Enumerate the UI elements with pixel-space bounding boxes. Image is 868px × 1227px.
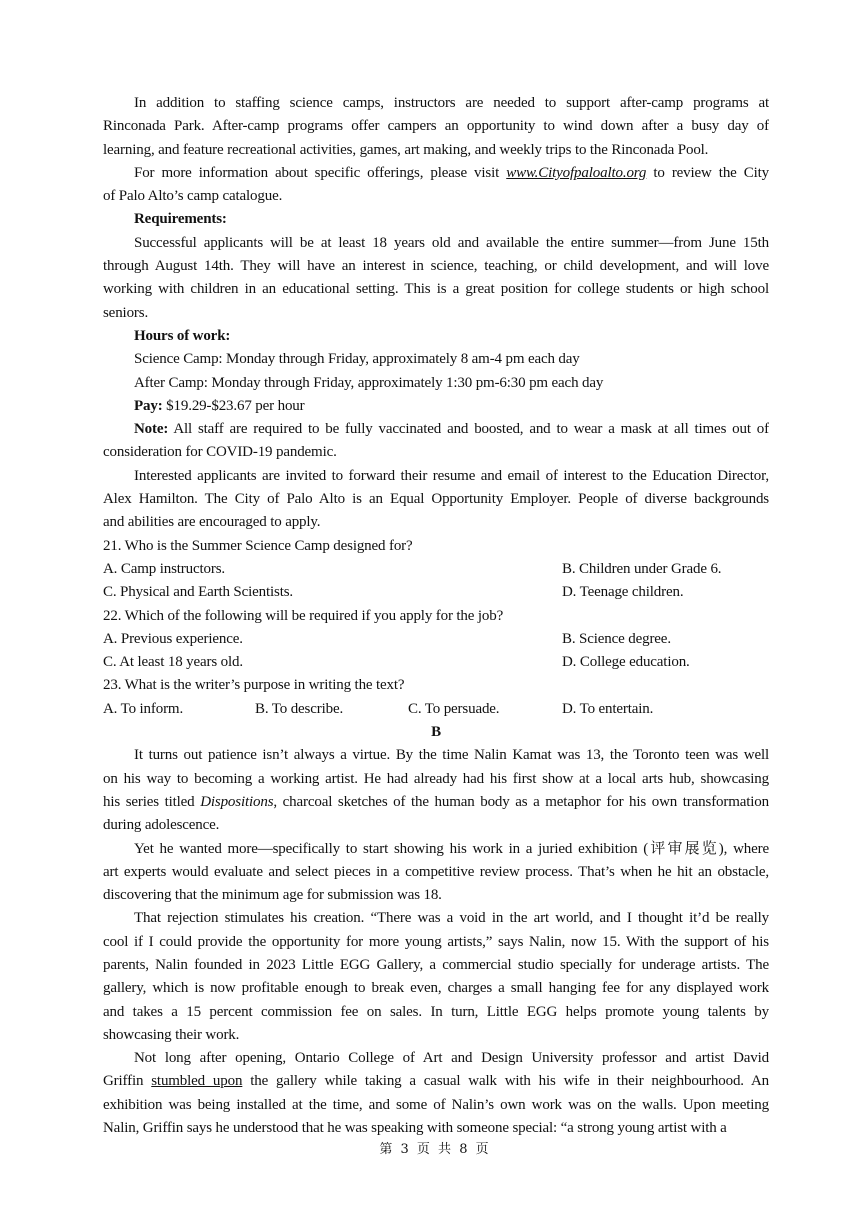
paragraph [103,372,769,395]
text-line: After Camp: Monday through Friday, approximately 1:30 pm-6:30 pm each day [134,374,604,391]
text-line: showcasing their work. [103,1026,240,1043]
answer-option[interactable]: D. College education. [562,654,690,671]
text-line: Yet he wanted more—specifically to start showing his work in a juried exhibition (评审展览), where [134,840,769,857]
text-line: consideration for COVID-19 pandemic. [103,444,337,461]
paragraph [103,838,769,908]
text-span: Dispositions [200,793,274,810]
text-span: stumbled upon [151,1073,243,1090]
text-line [103,418,769,441]
text-line: seniors. [103,304,149,321]
answer-option[interactable]: C. At least 18 years old. [103,654,243,671]
text-line [103,162,769,185]
answer-option[interactable]: B. Science degree. [562,630,671,647]
text-span: Griffin [103,1073,152,1090]
text-line: through August 14th. They will have an interest in science, teaching, or child development, and will love [103,258,769,275]
website-link[interactable]: www.Cityofpaloalto.org [506,164,647,181]
paragraph [103,418,769,465]
answer-option[interactable]: D. Teenage children. [562,584,684,601]
answer-options-row [103,651,769,674]
section-label: B [431,724,441,741]
text-span: Pay: [134,397,163,414]
paragraph [103,395,769,418]
text-line: Nalin, Griffin says he understood that he was speaking with someone special: “a strong young artist with a [103,1120,727,1137]
answer-option[interactable]: A. To inform. [103,700,184,717]
text-line: Science Camp: Monday through Friday, approximately 8 am-4 pm each day [134,351,580,368]
text-line: art experts would evaluate and select pieces in a competitive review process. That’s when he hit an obstacle, [103,863,769,880]
text-span: For more information about specific offerings, please visit [134,164,507,181]
text-line: Interested applicants are invited to forward their resume and email of interest to the Education Director, [134,467,769,484]
text-line [103,1070,769,1093]
text-line: of Palo Alto’s camp catalogue. [103,188,283,205]
text-span: All staff are required to be fully vaccinated and boosted, and to wear a mask at all times out of [168,421,769,438]
question-stem: 21. Who is the Summer Science Camp designed for? [103,537,413,554]
section-heading [103,325,769,348]
paragraph [103,348,769,371]
text-span: $19.29-$23.67 per hour [162,397,305,414]
text-line: In addition to staffing science camps, instructors are needed to support after-camp programs at [134,95,769,111]
text-line: learning, and feature recreational activities, games, art making, and weekly trips to the Rinconada Pool. [103,141,709,158]
text-line [103,395,769,418]
text-line [103,791,769,814]
text-span: his series titled [103,793,201,810]
text-line: Alex Hamilton. The City of Palo Alto is an Equal Opportunity Employer. People of diverse backgrounds [103,491,769,508]
text-span: to review the City [646,164,769,181]
text-span: , charcoal sketches of the human body as a metaphor for his own transformation [273,793,769,810]
text-line: Hours of work: [134,327,231,344]
paragraph [103,1047,769,1140]
text-line: on his way to becoming a working artist. He had already had his first show at a local arts hub, showcasing [103,770,769,787]
text-line: and takes a 15 percent commission fee on sales. In turn, Little EGG helps promote young talents by [103,1003,769,1020]
text-line: exhibition was being installed at the time, and some of Nalin’s own work was on the walls. Upon meeting [103,1096,769,1113]
answer-option[interactable]: C. Physical and Earth Scientists. [103,584,294,601]
text-line: during adolescence. [103,817,220,834]
text-line: working with children in an educational setting. This is a great position for college students or high school [103,281,769,298]
text-span: Note: [134,421,169,438]
paragraph [103,744,769,837]
text-line: Rinconada Park. After-camp programs offer campers an opportunity to wind down after a busy day of [103,118,769,135]
paragraph [103,465,769,535]
answer-options-row [103,581,769,604]
paragraph [103,907,769,1047]
document-body [103,92,769,1140]
answer-option[interactable]: B. To describe. [255,700,344,717]
answer-options-row [103,698,769,721]
text-line: discovering that the minimum age for submission was 18. [103,887,442,904]
answer-option[interactable]: D. To entertain. [562,700,654,717]
text-line: and abilities are encouraged to apply. [103,514,321,531]
paragraph [103,92,769,162]
section-heading [103,208,769,231]
text-span: the gallery while taking a casual walk with his wife in their neighbourhood. An [242,1073,769,1090]
answer-option[interactable]: A. Previous experience. [103,630,243,647]
paragraph [103,232,769,325]
text-line: parents, Nalin founded in 2023 Little EGG Gallery, a commercial studio specially for underage artists. The [103,956,769,973]
text-line: gallery, which is now profitable enough to break even, charges a small hanging fee for any displayed work [103,980,769,997]
paragraph [103,162,769,209]
answer-options-row [103,628,769,651]
answer-option[interactable]: C. To persuade. [408,700,500,717]
question-stem: 22. Which of the following will be required if you apply for the job? [103,607,504,624]
question-stem: 23. What is the writer’s purpose in writing the text? [103,677,405,694]
text-line: It turns out patience isn’t always a virtue. By the time Nalin Kamat was 13, the Toronto teen was well [134,747,769,764]
answer-option[interactable]: B. Children under Grade 6. [562,560,722,577]
page-footer: 第 3 页 共 8 页 [379,1142,489,1157]
answer-option[interactable]: A. Camp instructors. [103,560,225,577]
text-line: cool if I could provide the opportunity for more young artists,” says Nalin, now 15. With the support of his [103,933,769,950]
answer-options-row [103,558,769,581]
text-line: That rejection stimulates his creation. “There was a void in the art world, and I thought it’d be really [134,910,769,927]
text-line: Successful applicants will be at least 18 years old and available the entire summer—from June 15th [134,234,769,251]
text-line: Requirements: [134,211,227,228]
text-line: Not long after opening, Ontario College of Art and Design University professor and artist David [134,1050,769,1067]
